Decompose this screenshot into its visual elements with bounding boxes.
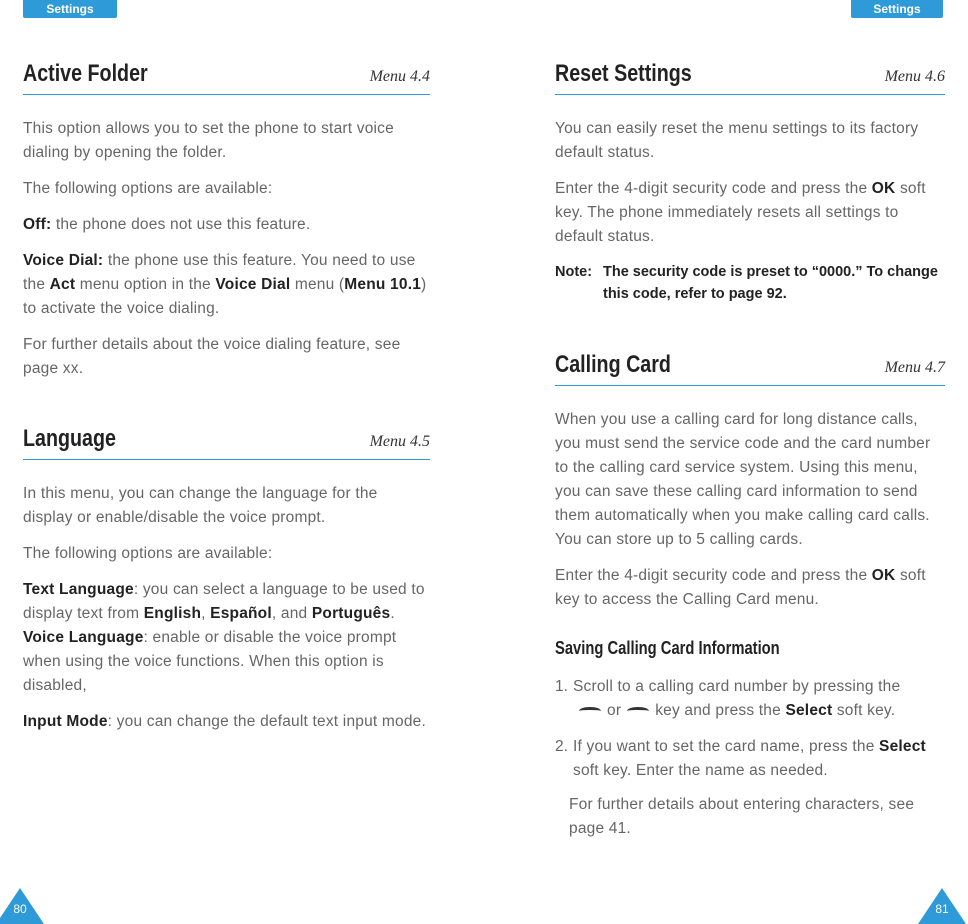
body-text: For further details about entering characters, see page 41. <box>569 796 915 837</box>
menu-reference: Menu 4.4 <box>369 68 430 85</box>
step-2: 2. If you want to set the card name, press the Select soft key. Enter the name as needed. <box>555 738 926 779</box>
section-tab: Settings <box>851 0 943 18</box>
step-1: 1. Scroll to a calling card number by pressing the or key and press the Select soft key. <box>555 678 901 719</box>
up-key-icon <box>579 707 601 715</box>
note-label: Note: <box>555 264 593 280</box>
body-text: Enter the 4-digit security code and press the OK soft key. The phone immediately resets all settings to default status. <box>555 180 926 245</box>
body-text: For further details about the voice dialing feature, see page xx. <box>23 336 401 377</box>
option-text-language: Text Language: you can select a language to be used to display text from English, Español, and Português. <box>23 581 425 622</box>
body-text: You can easily reset the menu settings to its factory default status. <box>555 120 919 161</box>
menu-reference: Menu 4.6 <box>884 68 945 85</box>
page-number-badge <box>918 888 966 924</box>
section-tab: Settings <box>23 0 117 18</box>
down-key-icon <box>627 707 649 715</box>
active-folder-heading <box>23 60 430 95</box>
subheading: Saving Calling Card Information <box>555 638 780 658</box>
calling-card-heading <box>555 351 945 386</box>
option-off: Off: the phone does not use this feature. <box>23 216 311 233</box>
body-text: This option allows you to set the phone to start voice dialing by opening the folder. <box>23 120 394 161</box>
page-number: 80 <box>13 902 27 916</box>
page-number-badge <box>0 888 44 924</box>
body-text: In this menu, you can change the language for the display or enable/disable the voice prompt. <box>23 485 378 526</box>
menu-reference: Menu 4.5 <box>369 433 430 450</box>
section-title: Calling Card <box>555 351 671 378</box>
language-heading <box>23 425 430 460</box>
option-input-mode: Input Mode: you can change the default text input mode. <box>23 713 427 730</box>
right-page <box>484 0 968 924</box>
body-text: When you use a calling card for long distance calls, you must send the service code and the card number to the calling card service system. Using this menu, you can save these calling card information to send them automatically when you make calling card calls. You can store up to 5 calling cards. <box>555 411 931 548</box>
right-column <box>555 60 945 853</box>
left-column <box>23 60 430 746</box>
menu-reference: Menu 4.7 <box>884 359 945 376</box>
section-title: Active Folder <box>23 60 148 87</box>
reset-settings-heading <box>555 60 945 95</box>
body-text: Enter the 4-digit security code and press the OK soft key to access the Calling Card menu. <box>555 567 926 608</box>
page-number: 81 <box>935 902 949 916</box>
option-voice-language: Voice Language: enable or disable the voice prompt when using the voice functions. When this option is disabled, <box>23 629 397 694</box>
note <box>555 261 945 305</box>
section-title: Reset Settings <box>555 60 692 87</box>
note-text: The security code is preset to “0000.” To change this code, refer to page 92. <box>603 264 938 302</box>
body-text: The following options are available: <box>23 545 273 562</box>
option-voice-dial: Voice Dial: the phone use this feature. You need to use the Act menu option in the Voice Dial menu (Menu 10.1) to activate the voice dialing. <box>23 252 427 317</box>
body-text: The following options are available: <box>23 180 273 197</box>
section-title: Language <box>23 425 116 452</box>
